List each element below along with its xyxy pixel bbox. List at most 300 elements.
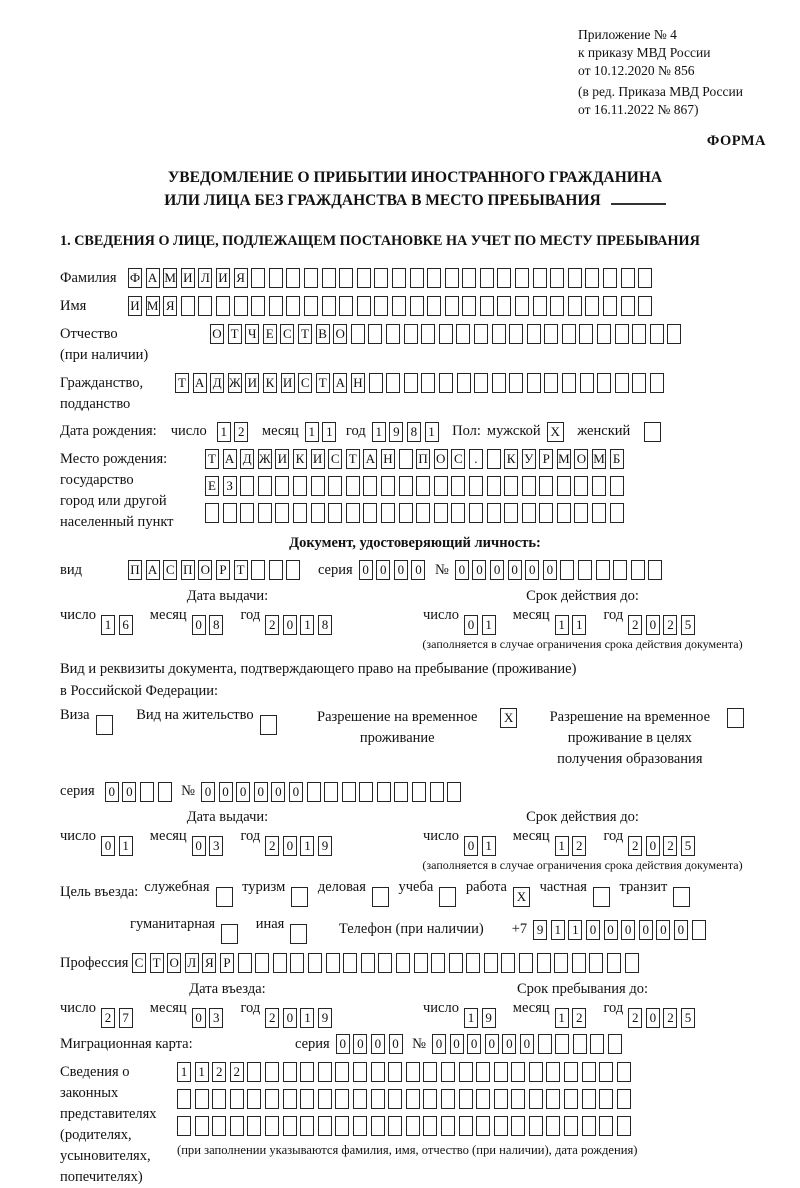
char-cell[interactable]: 1: [217, 422, 231, 442]
char-cell[interactable]: [554, 953, 568, 973]
char-cell[interactable]: Т: [175, 373, 189, 393]
representatives-cells-row-3[interactable]: [177, 1116, 637, 1136]
visa-checkbox[interactable]: [96, 715, 117, 735]
char-cell[interactable]: [533, 268, 547, 288]
char-cell[interactable]: X: [500, 708, 517, 728]
char-cell[interactable]: [412, 782, 426, 802]
char-cell[interactable]: [283, 1116, 297, 1136]
char-cell[interactable]: [480, 268, 494, 288]
char-cell[interactable]: [582, 1089, 596, 1109]
char-cell[interactable]: [529, 1062, 543, 1082]
char-cell[interactable]: 0: [411, 560, 425, 580]
char-cell[interactable]: [318, 1116, 332, 1136]
char-cell[interactable]: 1: [551, 920, 565, 940]
char-cell[interactable]: К: [293, 449, 307, 469]
char-cell[interactable]: [286, 268, 300, 288]
char-cell[interactable]: [692, 920, 706, 940]
identity-valid-year-cells[interactable]: [628, 615, 698, 635]
char-cell[interactable]: 2: [572, 836, 586, 856]
char-cell[interactable]: [469, 476, 483, 496]
char-cell[interactable]: А: [146, 560, 160, 580]
char-cell[interactable]: 0: [101, 836, 115, 856]
char-cell[interactable]: О: [574, 449, 588, 469]
char-cell[interactable]: 2: [628, 836, 642, 856]
char-cell[interactable]: [247, 1116, 261, 1136]
char-cell[interactable]: [374, 268, 388, 288]
char-cell[interactable]: И: [216, 268, 230, 288]
char-cell[interactable]: [339, 296, 353, 316]
char-cell[interactable]: А: [193, 373, 207, 393]
char-cell[interactable]: 8: [209, 615, 223, 635]
residence-valid-day-cells[interactable]: [464, 836, 499, 856]
identity-doc-series-cells[interactable]: [359, 560, 429, 580]
char-cell[interactable]: [351, 324, 365, 344]
char-cell[interactable]: Т: [346, 449, 360, 469]
char-cell[interactable]: [427, 296, 441, 316]
char-cell[interactable]: 0: [646, 836, 660, 856]
char-cell[interactable]: [537, 953, 551, 973]
char-cell[interactable]: [359, 782, 373, 802]
char-cell[interactable]: [546, 1089, 560, 1109]
char-cell[interactable]: [529, 1089, 543, 1109]
char-cell[interactable]: [589, 953, 603, 973]
char-cell[interactable]: [265, 1062, 279, 1082]
char-cell[interactable]: [353, 1116, 367, 1136]
char-cell[interactable]: 2: [265, 1008, 279, 1028]
char-cell[interactable]: [582, 1062, 596, 1082]
char-cell[interactable]: 0: [674, 920, 688, 940]
char-cell[interactable]: [371, 1116, 385, 1136]
char-cell[interactable]: [538, 1034, 552, 1054]
char-cell[interactable]: [522, 503, 536, 523]
profession-cells[interactable]: [132, 953, 642, 973]
residence-number-cells[interactable]: [201, 782, 465, 802]
char-cell[interactable]: [212, 1116, 226, 1136]
char-cell[interactable]: 0: [464, 836, 478, 856]
char-cell[interactable]: 0: [236, 782, 250, 802]
char-cell[interactable]: [251, 560, 265, 580]
char-cell[interactable]: 0: [283, 1008, 297, 1028]
char-cell[interactable]: 2: [663, 1008, 677, 1028]
char-cell[interactable]: [216, 887, 233, 907]
gender-female-checkbox[interactable]: [644, 422, 665, 442]
char-cell[interactable]: [416, 476, 430, 496]
char-cell[interactable]: [311, 503, 325, 523]
char-cell[interactable]: [511, 1116, 525, 1136]
char-cell[interactable]: [456, 324, 470, 344]
char-cell[interactable]: 2: [230, 1062, 244, 1082]
char-cell[interactable]: В: [316, 324, 330, 344]
char-cell[interactable]: [599, 1089, 613, 1109]
char-cell[interactable]: 1: [119, 836, 133, 856]
birth-year-cells[interactable]: [372, 422, 442, 442]
char-cell[interactable]: [378, 953, 392, 973]
char-cell[interactable]: [423, 1062, 437, 1082]
surname-cells[interactable]: [128, 268, 656, 288]
char-cell[interactable]: П: [128, 560, 142, 580]
char-cell[interactable]: [335, 1116, 349, 1136]
char-cell[interactable]: [326, 953, 340, 973]
entry-year-cells[interactable]: [265, 1008, 335, 1028]
char-cell[interactable]: 5: [681, 836, 695, 856]
char-cell[interactable]: [445, 296, 459, 316]
char-cell[interactable]: [308, 953, 322, 973]
char-cell[interactable]: [445, 268, 459, 288]
char-cell[interactable]: 0: [105, 782, 119, 802]
char-cell[interactable]: Б: [610, 449, 624, 469]
char-cell[interactable]: 0: [472, 560, 486, 580]
char-cell[interactable]: 2: [628, 1008, 642, 1028]
char-cell[interactable]: [342, 782, 356, 802]
temp-residence-education-checkbox[interactable]: [727, 708, 748, 728]
char-cell[interactable]: [487, 476, 501, 496]
char-cell[interactable]: [283, 1089, 297, 1109]
residence-valid-month-cells[interactable]: [555, 836, 590, 856]
char-cell[interactable]: [357, 296, 371, 316]
char-cell[interactable]: [497, 268, 511, 288]
char-cell[interactable]: 2: [265, 836, 279, 856]
char-cell[interactable]: [421, 324, 435, 344]
char-cell[interactable]: [617, 1089, 631, 1109]
char-cell[interactable]: [539, 476, 553, 496]
char-cell[interactable]: Р: [220, 953, 234, 973]
char-cell[interactable]: 1: [555, 836, 569, 856]
char-cell[interactable]: И: [311, 449, 325, 469]
char-cell[interactable]: Ч: [245, 324, 259, 344]
char-cell[interactable]: [447, 782, 461, 802]
char-cell[interactable]: 2: [234, 422, 248, 442]
identity-issue-month-cells[interactable]: [192, 615, 227, 635]
char-cell[interactable]: [580, 373, 594, 393]
char-cell[interactable]: [673, 887, 690, 907]
char-cell[interactable]: Я: [234, 268, 248, 288]
char-cell[interactable]: П: [181, 560, 195, 580]
char-cell[interactable]: [430, 782, 444, 802]
char-cell[interactable]: Т: [298, 324, 312, 344]
char-cell[interactable]: [286, 560, 300, 580]
char-cell[interactable]: М: [146, 296, 160, 316]
stay-until-day-cells[interactable]: [464, 1008, 499, 1028]
char-cell[interactable]: [592, 503, 606, 523]
char-cell[interactable]: [363, 503, 377, 523]
char-cell[interactable]: [632, 373, 646, 393]
char-cell[interactable]: [564, 1089, 578, 1109]
char-cell[interactable]: М: [592, 449, 606, 469]
char-cell[interactable]: 1: [464, 1008, 478, 1028]
char-cell[interactable]: [311, 476, 325, 496]
char-cell[interactable]: [621, 268, 635, 288]
char-cell[interactable]: [582, 1116, 596, 1136]
char-cell[interactable]: [564, 1062, 578, 1082]
char-cell[interactable]: 0: [371, 1034, 385, 1054]
char-cell[interactable]: 9: [482, 1008, 496, 1028]
char-cell[interactable]: [546, 1116, 560, 1136]
char-cell[interactable]: [300, 1116, 314, 1136]
char-cell[interactable]: [410, 296, 424, 316]
char-cell[interactable]: [404, 324, 418, 344]
char-cell[interactable]: [304, 268, 318, 288]
char-cell[interactable]: [290, 953, 304, 973]
char-cell[interactable]: [550, 296, 564, 316]
birth-day-cells[interactable]: [217, 422, 252, 442]
char-cell[interactable]: Я: [202, 953, 216, 973]
char-cell[interactable]: 9: [389, 422, 403, 442]
char-cell[interactable]: [300, 1089, 314, 1109]
char-cell[interactable]: [615, 373, 629, 393]
char-cell[interactable]: С: [280, 324, 294, 344]
char-cell[interactable]: Д: [210, 373, 224, 393]
char-cell[interactable]: А: [146, 268, 160, 288]
char-cell[interactable]: [504, 476, 518, 496]
char-cell[interactable]: [290, 924, 307, 944]
char-cell[interactable]: 8: [407, 422, 421, 442]
char-cell[interactable]: [423, 1116, 437, 1136]
char-cell[interactable]: [597, 324, 611, 344]
char-cell[interactable]: [638, 268, 652, 288]
residence-permit-checkbox[interactable]: [260, 715, 281, 735]
char-cell[interactable]: [480, 296, 494, 316]
char-cell[interactable]: [396, 953, 410, 973]
char-cell[interactable]: М: [163, 268, 177, 288]
char-cell[interactable]: 2: [101, 1008, 115, 1028]
char-cell[interactable]: [269, 296, 283, 316]
char-cell[interactable]: [593, 887, 610, 907]
char-cell[interactable]: 0: [646, 615, 660, 635]
char-cell[interactable]: 0: [464, 615, 478, 635]
char-cell[interactable]: [205, 503, 219, 523]
char-cell[interactable]: [346, 503, 360, 523]
birth-place-cells-row-1[interactable]: [205, 449, 627, 469]
char-cell[interactable]: С: [132, 953, 146, 973]
entry-day-cells[interactable]: [101, 1008, 136, 1028]
char-cell[interactable]: [625, 953, 639, 973]
char-cell[interactable]: 0: [604, 920, 618, 940]
char-cell[interactable]: [585, 268, 599, 288]
char-cell[interactable]: 1: [555, 1008, 569, 1028]
char-cell[interactable]: [212, 1089, 226, 1109]
char-cell[interactable]: 1: [300, 1008, 314, 1028]
char-cell[interactable]: [596, 560, 610, 580]
char-cell[interactable]: [529, 1116, 543, 1136]
char-cell[interactable]: [406, 1062, 420, 1082]
char-cell[interactable]: 0: [201, 782, 215, 802]
char-cell[interactable]: [406, 1089, 420, 1109]
char-cell[interactable]: Л: [185, 953, 199, 973]
char-cell[interactable]: [511, 1062, 525, 1082]
char-cell[interactable]: 0: [359, 560, 373, 580]
char-cell[interactable]: [265, 1116, 279, 1136]
char-cell[interactable]: [404, 373, 418, 393]
char-cell[interactable]: И: [275, 449, 289, 469]
char-cell[interactable]: [258, 476, 272, 496]
char-cell[interactable]: 0: [525, 560, 539, 580]
char-cell[interactable]: Т: [228, 324, 242, 344]
char-cell[interactable]: [562, 324, 576, 344]
char-cell[interactable]: 1: [300, 836, 314, 856]
char-cell[interactable]: [476, 1089, 490, 1109]
stay-until-month-cells[interactable]: [555, 1008, 590, 1028]
char-cell[interactable]: [441, 1062, 455, 1082]
char-cell[interactable]: 2: [265, 615, 279, 635]
representatives-cells-row-2[interactable]: [177, 1089, 637, 1109]
birth-month-cells[interactable]: [305, 422, 340, 442]
char-cell[interactable]: С: [298, 373, 312, 393]
char-cell[interactable]: И: [128, 296, 142, 316]
char-cell[interactable]: [421, 373, 435, 393]
char-cell[interactable]: 1: [177, 1062, 191, 1082]
char-cell[interactable]: .: [469, 449, 483, 469]
char-cell[interactable]: [251, 296, 265, 316]
char-cell[interactable]: И: [181, 268, 195, 288]
char-cell[interactable]: [328, 476, 342, 496]
char-cell[interactable]: [667, 324, 681, 344]
char-cell[interactable]: [423, 1089, 437, 1109]
char-cell[interactable]: [195, 1116, 209, 1136]
char-cell[interactable]: Е: [263, 324, 277, 344]
char-cell[interactable]: [568, 268, 582, 288]
char-cell[interactable]: [177, 1116, 191, 1136]
char-cell[interactable]: С: [163, 560, 177, 580]
char-cell[interactable]: [318, 1062, 332, 1082]
char-cell[interactable]: 1: [300, 615, 314, 635]
char-cell[interactable]: [300, 1062, 314, 1082]
char-cell[interactable]: [644, 422, 661, 442]
char-cell[interactable]: [234, 296, 248, 316]
char-cell[interactable]: [427, 268, 441, 288]
char-cell[interactable]: [247, 1062, 261, 1082]
char-cell[interactable]: [501, 953, 515, 973]
purpose-tourism-checkbox[interactable]: [291, 887, 312, 907]
char-cell[interactable]: 0: [502, 1034, 516, 1054]
char-cell[interactable]: [466, 953, 480, 973]
char-cell[interactable]: [617, 1116, 631, 1136]
char-cell[interactable]: [388, 1116, 402, 1136]
char-cell[interactable]: [339, 268, 353, 288]
char-cell[interactable]: [585, 296, 599, 316]
char-cell[interactable]: 0: [656, 920, 670, 940]
purpose-private-checkbox[interactable]: [593, 887, 614, 907]
char-cell[interactable]: А: [223, 449, 237, 469]
char-cell[interactable]: [223, 503, 237, 523]
char-cell[interactable]: [484, 953, 498, 973]
char-cell[interactable]: [260, 715, 277, 735]
char-cell[interactable]: 0: [283, 836, 297, 856]
char-cell[interactable]: 0: [621, 920, 635, 940]
char-cell[interactable]: [451, 476, 465, 496]
char-cell[interactable]: 0: [389, 1034, 403, 1054]
char-cell[interactable]: Е: [205, 476, 219, 496]
char-cell[interactable]: 0: [450, 1034, 464, 1054]
char-cell[interactable]: 0: [283, 615, 297, 635]
char-cell[interactable]: 8: [318, 615, 332, 635]
char-cell[interactable]: [599, 1116, 613, 1136]
char-cell[interactable]: [406, 1116, 420, 1136]
char-cell[interactable]: [388, 1062, 402, 1082]
char-cell[interactable]: [335, 1062, 349, 1082]
char-cell[interactable]: [504, 503, 518, 523]
char-cell[interactable]: [283, 1062, 297, 1082]
char-cell[interactable]: 2: [663, 615, 677, 635]
char-cell[interactable]: Р: [216, 560, 230, 580]
char-cell[interactable]: [487, 449, 501, 469]
char-cell[interactable]: [388, 1089, 402, 1109]
char-cell[interactable]: У: [522, 449, 536, 469]
char-cell[interactable]: И: [245, 373, 259, 393]
char-cell[interactable]: [727, 708, 744, 728]
char-cell[interactable]: 0: [289, 782, 303, 802]
char-cell[interactable]: 1: [568, 920, 582, 940]
char-cell[interactable]: О: [167, 953, 181, 973]
char-cell[interactable]: [610, 503, 624, 523]
char-cell[interactable]: [318, 1089, 332, 1109]
char-cell[interactable]: 0: [646, 1008, 660, 1028]
char-cell[interactable]: [550, 268, 564, 288]
char-cell[interactable]: А: [363, 449, 377, 469]
char-cell[interactable]: 1: [425, 422, 439, 442]
char-cell[interactable]: [494, 1089, 508, 1109]
char-cell[interactable]: [386, 373, 400, 393]
char-cell[interactable]: [474, 324, 488, 344]
char-cell[interactable]: [240, 476, 254, 496]
char-cell[interactable]: 6: [119, 615, 133, 635]
char-cell[interactable]: 0: [192, 615, 206, 635]
char-cell[interactable]: [544, 324, 558, 344]
char-cell[interactable]: [322, 268, 336, 288]
char-cell[interactable]: [431, 953, 445, 973]
char-cell[interactable]: 0: [586, 920, 600, 940]
char-cell[interactable]: [275, 476, 289, 496]
char-cell[interactable]: [372, 887, 389, 907]
char-cell[interactable]: 2: [572, 1008, 586, 1028]
char-cell[interactable]: [258, 503, 272, 523]
char-cell[interactable]: О: [333, 324, 347, 344]
char-cell[interactable]: [374, 296, 388, 316]
char-cell[interactable]: 9: [318, 836, 332, 856]
char-cell[interactable]: [608, 1034, 622, 1054]
char-cell[interactable]: [381, 476, 395, 496]
char-cell[interactable]: [353, 1089, 367, 1109]
char-cell[interactable]: П: [416, 449, 430, 469]
char-cell[interactable]: 0: [376, 560, 390, 580]
char-cell[interactable]: С: [451, 449, 465, 469]
char-cell[interactable]: И: [281, 373, 295, 393]
char-cell[interactable]: О: [198, 560, 212, 580]
char-cell[interactable]: 0: [467, 1034, 481, 1054]
char-cell[interactable]: [527, 373, 541, 393]
char-cell[interactable]: [457, 373, 471, 393]
char-cell[interactable]: Я: [163, 296, 177, 316]
char-cell[interactable]: [335, 1089, 349, 1109]
char-cell[interactable]: [648, 560, 662, 580]
char-cell[interactable]: [527, 324, 541, 344]
char-cell[interactable]: [399, 449, 413, 469]
char-cell[interactable]: [449, 953, 463, 973]
char-cell[interactable]: [511, 1089, 525, 1109]
char-cell[interactable]: [557, 503, 571, 523]
char-cell[interactable]: 9: [533, 920, 547, 940]
char-cell[interactable]: [603, 296, 617, 316]
char-cell[interactable]: [96, 715, 113, 735]
char-cell[interactable]: [439, 887, 456, 907]
char-cell[interactable]: [451, 503, 465, 523]
char-cell[interactable]: X: [547, 422, 564, 442]
char-cell[interactable]: 0: [192, 1008, 206, 1028]
char-cell[interactable]: [487, 503, 501, 523]
identity-doc-number-cells[interactable]: [455, 560, 666, 580]
char-cell[interactable]: А: [333, 373, 347, 393]
char-cell[interactable]: 7: [119, 1008, 133, 1028]
char-cell[interactable]: 0: [192, 836, 206, 856]
